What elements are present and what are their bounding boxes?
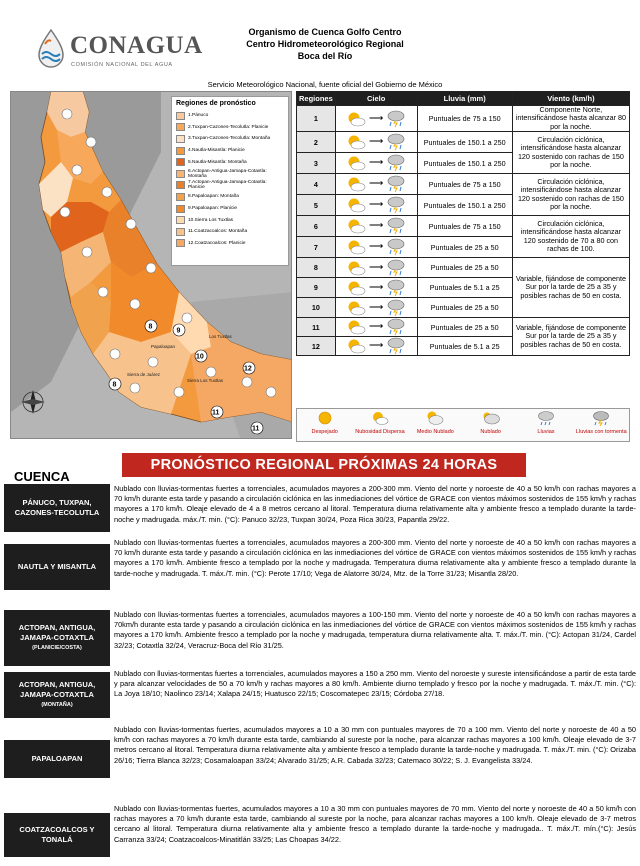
basin-forecast-text: Nublado con lluvias-tormentas fuertes, acumulados mayores a 10 a 30 mm con puntuales mayores de 70 mm. Viento del norte y noroeste de 40 a 50 km/h con rachas mayores a 70 km/h durante esta tarde, cambiando al sureste por la noche, para alcanzar rachas mayores a 100 km/h. Oleaje elevado de 3-7 metros cercano al litoral. Temperatura diurna relativamente alta y ambiente fresco a templado durante la tarde-noche y madrugada.. T. máx./T. mín.(°C): Jesús Carranza 33/24; Coatzacoalcos-Minatitlán 33/25; Las Choapas 34/22. [114, 804, 636, 844]
storm-icon [386, 133, 406, 151]
sky-cell [335, 216, 417, 237]
table-row [297, 174, 630, 195]
table-row [297, 106, 630, 132]
region-number: 9 [297, 278, 336, 298]
basin-forecast-text: Nublado con lluvias-tormentas fuertes a torrenciales, acumulados mayores a 100-150 mm. Viento del norte y noroeste de 40 a 50 km/h con rachas mayores a 70km/h durante esta tarde y pasando a circulación ciclónica en las inmediaciones del vórtice de GRACE con vientos máximos sostenidos de 155 km/h y rachas mayores a 170 km/h. Ambiente fresco a templado por la noche y madrugada, temperatura diurna relativamente alta. T. máx./T. min. (°C): Actopan 31/24, Cardel 32/23; Cotaxtla 32/24, Veracruz-Boca del Río 31/25. [114, 610, 636, 650]
cloud-icon [482, 410, 500, 426]
storm-icon [386, 299, 406, 317]
map-region-label: 8 [148, 323, 153, 331]
arrow-right-icon: ⟶ [368, 178, 384, 189]
sky-cell [335, 298, 417, 318]
rain-value: Puntuales de 150.1 a 250 [417, 132, 512, 153]
map-region-label: 12 [244, 365, 252, 373]
map-legend [171, 96, 289, 266]
wind-value: Circulación ciclónica, intensificándose hasta alcanzar 120 sostenido de 70 a 80 con rachas de 100. [512, 216, 629, 258]
region-number: 6 [297, 216, 336, 237]
wind-value: Variable, fijándose de componente Sur por la tarde de 25 a 35 y posibles rachas de 50 en costa. [512, 318, 629, 356]
arrow-right-icon: ⟶ [368, 281, 384, 293]
legend-item [176, 214, 284, 226]
storm-icon [592, 410, 610, 426]
rain-value: Puntuales de 25 a 50 [417, 298, 512, 318]
sky-cell [335, 258, 417, 278]
basin-row [4, 725, 636, 793]
arrow-right-icon: ⟶ [368, 340, 384, 351]
rain-value: Puntuales de 150.1 a 250 [417, 195, 512, 216]
rain-value: Puntuales de 150.1 a 250 [417, 153, 512, 174]
legend-item [176, 191, 284, 203]
basin-name-box [4, 740, 110, 778]
basin-name: PÁNUCO, TUXPAN, CAZONES-TECOLUTLA [14, 498, 100, 517]
rain-value: Puntuales de 75 a 150 [417, 216, 512, 237]
arrow-right-icon: ⟶ [368, 112, 384, 124]
legend-item [176, 110, 284, 122]
legend-label: 10.Sierra Los Tuxtlas [188, 217, 234, 223]
map-place-label: Papaloapan [151, 344, 176, 349]
basin-name-box [4, 610, 110, 666]
region-number: 2 [297, 132, 336, 153]
legend-label: 11.Coatzacoalcos: Montaña [188, 229, 248, 235]
col-header-rain: Lluvia (mm) [417, 92, 512, 106]
sky-cell [335, 337, 417, 356]
storm-icon [386, 154, 406, 172]
col-header-region: Regiones [297, 92, 336, 106]
basin-name-box [4, 813, 110, 857]
sun-cloud-icon [346, 218, 366, 234]
storm-icon [386, 318, 406, 336]
region-number: 12 [297, 337, 336, 356]
region-number: 11 [297, 318, 336, 337]
arrow-right-icon: ⟶ [368, 301, 384, 313]
rain-value: Puntuales de 25 a 50 [417, 318, 512, 337]
region-number: 3 [297, 153, 336, 174]
legend-swatch [176, 135, 185, 143]
legend-label: 2.Tuxpan-Cazones-Tecolutla: Planicie [188, 124, 269, 130]
sun-cloud-icon [346, 176, 366, 192]
legend-label: 6.Actopan-Antigua-Jamapa-Cotaxtla: Montaña [188, 168, 267, 179]
rain-value: Puntuales de 75 a 150 [417, 174, 512, 195]
key-label: Lluvias [537, 429, 555, 435]
sun-cloud-icon [346, 239, 366, 255]
legend-swatch [176, 181, 185, 189]
storm-icon [386, 175, 406, 193]
region-map [10, 91, 292, 439]
region-number: 4 [297, 174, 336, 195]
basin-subname: (PLANICIE/COSTA) [32, 645, 82, 651]
map-region-label: 10 [196, 353, 204, 361]
table-row [297, 318, 630, 337]
basin-name: PAPALOAPAN [31, 754, 83, 763]
wind-value: Componente Norte, intensificándose hasta alcanzar 80 por la noche. [512, 106, 629, 132]
sky-cell [335, 318, 417, 337]
map-region-label: 11 [252, 425, 260, 433]
basin-name: NAUTLA Y MISANTLA [17, 562, 97, 571]
wind-value: Circulación ciclónica, intensificándose hasta alcanzar 120 sostenido con rachas de 150 por la noche. [512, 174, 629, 216]
rain-value: Puntuales de 75 a 150 [417, 106, 512, 132]
section-banner: PRONÓSTICO REGIONAL PRÓXIMAS 24 HORAS [122, 453, 526, 477]
storm-icon [386, 196, 406, 214]
map-place-label: Los Tuxtlas [209, 334, 232, 339]
arrow-right-icon: ⟶ [368, 157, 384, 168]
sky-cell [335, 153, 417, 174]
col-header-wind: Viento (km/h) [512, 92, 629, 106]
basin-forecast-text: Nublado con lluvias-tormentas fuertes a torrenciales, acumulados mayores a 150 a 250 mm. Viento del noroeste y sureste intensificándose a partir de esta tarde y para alcanzar velocidades de 50 a 70 km/h y rachas mayores a 80 km/h. Ambiente diurno templado y fresco por la noche y madrugada. T. máx./T. min. (°C): La Joya 18/10; Naolinco 23/14; Xalapa 24/15; Huatusco 22/15; Coscomatepec 23/15; Córdoba 27/18. [114, 669, 636, 699]
map-region-label: 11 [212, 409, 220, 417]
water-drop-icon [36, 28, 66, 68]
basin-forecast-text: Nublado con lluvias-tormentas fuertes a torrenciales, acumulados mayores a 200-300 mm. Viento del norte y noroeste de 40 a 50 km/h con rachas mayores a 70 km/h durante esta tarde y pasando a circulación ciclónica en las inmediaciones del vórtice de GRACE con vientos máximos sostenidos de 155 km/h y rachas mayores a 170 km/h. Ambiente fresco a templado por la noche y madrugada. Temperatura diurna relativamente alta y ambiente fresco a templado durante la tarde-noche y madrugada. T. máx./T. min. (°C): Perote 17/10; Vega de Alatorre 30/24, Mtz. de la Torre 31/23; Misantla 28/20. [114, 538, 636, 578]
legend-swatch [176, 205, 185, 213]
map-place-label: Sierra Los Tuxtlas [187, 378, 224, 383]
arrow-right-icon: ⟶ [368, 220, 384, 231]
legend-item [176, 122, 284, 134]
sun-cloud-icon [371, 410, 389, 426]
header-line: Organismo de Cuenca Golfo Centro [248, 27, 402, 37]
basin-row [4, 804, 636, 866]
key-item-partly-cloudy [408, 409, 463, 441]
legend-item [176, 168, 284, 180]
storm-icon [386, 238, 406, 256]
legend-swatch [176, 147, 185, 155]
legend-label: 1.Pánuco [188, 113, 209, 119]
table-row [297, 258, 630, 278]
sky-cell [335, 106, 417, 132]
sky-cell [335, 174, 417, 195]
cuenca-heading: CUENCA [14, 469, 70, 484]
arrow-right-icon: ⟶ [368, 136, 384, 147]
legend-swatch [176, 123, 185, 131]
basin-name: ACTOPAN, ANTIGUA, JAMAPA-COTAXTLA [18, 623, 96, 642]
map-region-label: 8 [112, 381, 117, 389]
logo-subtitle: COMISIÓN NACIONAL DEL AGUA [71, 62, 173, 68]
legend-label: 4.Nautla-Misantla: Planicie [188, 148, 245, 154]
table-header-row [297, 92, 630, 106]
key-item-clear [297, 409, 352, 441]
storm-icon [386, 259, 406, 277]
storm-icon [386, 217, 406, 235]
legend-item [176, 133, 284, 145]
legend-item [176, 156, 284, 168]
storm-icon [386, 110, 406, 128]
storm-icon [386, 279, 406, 297]
sun-cloud-icon [346, 319, 366, 335]
legend-swatch [176, 228, 185, 236]
header-line: Centro Hidrometeorológico Regional [246, 39, 404, 49]
region-number: 5 [297, 195, 336, 216]
legend-swatch [176, 170, 185, 178]
sky-cell [335, 237, 417, 258]
legend-label: 12.Coatzacoalcos: Planicie [188, 240, 246, 246]
basin-subname: (MONTAÑA) [41, 702, 73, 708]
legend-title: Regiones de pronóstico [176, 100, 256, 107]
legend-label: 7.Actopan-Antigua-Jamapa-Cotaxtla: Planicie [188, 180, 267, 191]
rain-value: Puntuales de 5.1 a 25 [417, 337, 512, 356]
basin-name-box [4, 484, 110, 532]
region-number: 10 [297, 298, 336, 318]
key-label: Nublado [480, 429, 501, 435]
header [10, 10, 630, 88]
legend-label: 5.Nautla-Misantla: Montaña [188, 159, 247, 165]
basin-row [4, 484, 636, 532]
legend-label: 3.Tuxpan-Cazones-Tecolutla: Montaña [188, 136, 271, 142]
basin-forecast-text: Nublado con lluvias-tormentas fuertes, acumulados mayores a 10 a 30 mm con puntuales mayores de 70 a 100 mm. Viento del norte y noroeste de 40 a 50 km/h con rachas mayores a 70 km/h durante esta tarde, cambiando al sureste por la noche, para alcanzar rachas mayores a 100 km/h. Oleaje elevado de 3-7 metros cercano al litoral. Temperatura diurna relativamente alta y ambiente fresco a templado durante la tarde-noche y madrugada. T. máx./T. min. (°C): Orizaba 26/16; Tierra Blanca 32/23; Cosamaloapan 33/24; Alvarado 31/25; A.R. Cabada 32/23; Catemaco 30/22; S. J. Evangelista 33/24. [114, 725, 636, 765]
sun-cloud-icon [346, 197, 366, 213]
key-label: Despejado [311, 429, 338, 435]
sun-cloud-icon [346, 155, 366, 171]
map-place-label: Sierra de Juárez [127, 372, 161, 377]
sky-cell [335, 278, 417, 298]
legend-swatch [176, 112, 185, 120]
sun-cloud-icon [346, 300, 366, 316]
arrow-right-icon: ⟶ [368, 321, 384, 332]
key-label: Medio Nublado [416, 429, 454, 435]
basin-name: ACTOPAN, ANTIGUA, JAMAPA-COTAXTLA [18, 680, 96, 699]
rain-value: Puntuales de 5.1 a 25 [417, 278, 512, 298]
logo-wordmark: CONAGUA [70, 32, 203, 59]
legend-swatch [176, 193, 185, 201]
key-item-cloudy [463, 409, 518, 441]
arrow-right-icon: ⟶ [368, 261, 384, 273]
arrow-right-icon: ⟶ [368, 199, 384, 210]
col-header-sky: Cielo [335, 92, 417, 106]
forecast-table [296, 91, 630, 356]
sun-cloud-icon [346, 260, 366, 276]
key-item-storm [574, 409, 629, 441]
key-label: Nubosidad Dispersa [355, 429, 405, 435]
sun-cloud-icon [346, 338, 366, 354]
table-row [297, 132, 630, 153]
partly-cloudy-icon [426, 410, 444, 426]
legend-item [176, 226, 284, 238]
sun-cloud-icon [346, 111, 366, 127]
sky-cell [335, 195, 417, 216]
table-row [297, 216, 630, 237]
basin-name-box [4, 672, 110, 718]
rain-icon [537, 410, 555, 426]
key-item-scattered [352, 409, 407, 441]
legend-item [176, 180, 284, 192]
basin-row [4, 538, 636, 596]
basin-row [4, 669, 636, 721]
key-item-rain [518, 409, 573, 441]
sun-cloud-icon [346, 280, 366, 296]
wind-value: Variable, fijándose de componente Sur por la tarde de 25 a 35 y posibles rachas de 50 en costa. [512, 258, 629, 318]
legend-label: 8.Papaloapan: Montaña [188, 194, 239, 200]
basin-name-box [4, 544, 110, 590]
key-label: Lluvias con tormenta [575, 429, 627, 435]
legend-swatch [176, 158, 185, 166]
legend-item [176, 203, 284, 215]
sky-cell [335, 132, 417, 153]
header-source: Servicio Meteorológico Nacional, fuente oficial del Gobierno de México [207, 80, 443, 89]
header-titles [200, 26, 450, 62]
arrow-right-icon: ⟶ [368, 241, 384, 252]
sky-icon-key [296, 408, 630, 442]
rain-value: Puntuales de 25 a 50 [417, 258, 512, 278]
wind-value: Circulación ciclónica, intensificándose hasta alcanzar 120 sostenido con rachas de 150 por la noche. [512, 132, 629, 174]
legend-item [176, 238, 284, 250]
region-number: 8 [297, 258, 336, 278]
legend-item [176, 145, 284, 157]
legend-swatch [176, 216, 185, 224]
header-line: Boca del Río [297, 51, 353, 61]
basin-name: COATZACOALCOS Y TONALÁ [19, 825, 95, 844]
legend-label: 9.Papaloapan: Planicie [188, 206, 238, 212]
basin-row [4, 610, 636, 666]
rain-value: Puntuales de 25 a 50 [417, 237, 512, 258]
sun-icon [316, 410, 334, 426]
storm-icon [386, 337, 406, 355]
map-region-label: 9 [176, 327, 181, 335]
basin-forecast-text: Nublado con lluvias-tormentas fuertes a torrenciales, acumulados mayores a 200-300 mm. Viento del norte y noroeste de 40 a 50 km/h con rachas mayores a 70 km/h durante esta tarde y pasando a circulación ciclónica en las inmediaciones del vórtice de GRACE con vientos máximos sostenidos de 155 km/h y rachas mayores a 170 km/h. Oleaje elevado de 4 a 8 metros cercano al litoral. Temperatura diurna relativamente alta y ambiente fresco a templado durante la tarde-noche y madrugada. máx./T. min. (°C): Panuco 32/23, Tuxpan 30/24, Poza Rica 30/23, Papantla 29/22. [114, 484, 636, 524]
region-number: 1 [297, 106, 336, 132]
legend-swatch [176, 239, 185, 247]
sun-cloud-icon [346, 134, 366, 150]
conagua-logo [36, 28, 203, 84]
region-number: 7 [297, 237, 336, 258]
